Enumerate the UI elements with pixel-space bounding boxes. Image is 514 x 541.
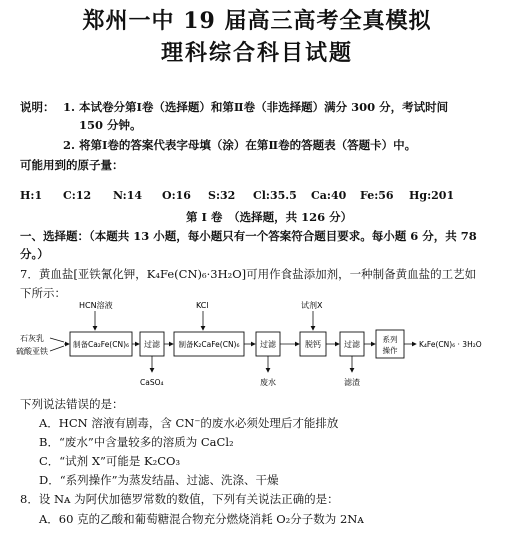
- instruction-item-2: 2. 将第Ⅰ卷的答案代表字母填（涂）在第Ⅱ卷的答题表（答题卡）中。: [63, 138, 417, 152]
- atomic-mass-item: S:32: [208, 189, 236, 202]
- atomic-mass-item: H:1: [20, 189, 43, 202]
- flow-byproduct-wastewater: 废水: [260, 378, 276, 387]
- flow-byproduct-caso4: CaSO₄: [140, 378, 164, 387]
- flow-step-label: 制备Ca₂Fe(CN)₆: [72, 340, 130, 349]
- flow-step-label: 制备K₂CaFe(CN)₆: [178, 340, 240, 349]
- flow-reagent-x: 试剂X: [301, 301, 323, 310]
- part-instruction-cont: 分。）: [20, 247, 49, 261]
- flow-output-product: K₄Fe(CN)₆ · 3H₂O: [419, 340, 482, 349]
- instruction-item-1: 1. 本试卷分第Ⅰ卷（选择题）和第Ⅱ卷（非选择题）满分 300 分，考试时间: [63, 100, 449, 114]
- atomic-mass-item: O:16: [162, 189, 191, 202]
- atomic-mass-item: Fe:56: [360, 189, 394, 202]
- question-7-stem: 7．黄血盐[亚铁氰化钾，K₄Fe(CN)₆·3H₂O]可用作食盐添加剂，一种制备黄血盐的工艺如: [20, 267, 477, 281]
- atomic-mass-item: Cl:35.5: [253, 189, 297, 202]
- atomic-mass-label: 可能用到的原子量：: [20, 158, 124, 172]
- flow-step-label: 操作: [382, 346, 398, 355]
- exam-title: 郑州一中 19 届高三高考全真模拟: [82, 8, 432, 34]
- flow-byproduct-residue: 滤渣: [344, 378, 360, 387]
- flow-reagent-kcl: KCl: [196, 301, 209, 310]
- flow-step-label: 系列: [382, 335, 398, 344]
- question-7-option-a: A．HCN 溶液有剧毒，含 CN⁻的废水必须处理后才能排放: [39, 416, 339, 430]
- question-7-option-c: C．“试剂 X”可能是 K₂CO₃: [39, 454, 181, 468]
- question-8-stem: 8．设 Nᴀ 为阿伏加德罗常数的数值，下列有关说法正确的是：: [20, 492, 339, 506]
- question-7-option-d: D．“系列操作”为蒸发结晶、过滤、洗涤、干燥: [39, 473, 279, 487]
- flow-step-label: 脱钙: [305, 340, 321, 349]
- section-heading: 第 Ⅰ 卷 （选择题，共 126 分）: [186, 210, 353, 224]
- atomic-mass-item: Hg:201: [409, 189, 455, 202]
- instructions-label: 说明：: [20, 100, 55, 114]
- question-8-option-a: A．60 克的乙酸和葡萄糖混合物充分燃烧消耗 O₂分子数为 2Nᴀ: [39, 512, 364, 526]
- atomic-mass-item: Ca:40: [311, 189, 347, 202]
- question-7-option-b: B．“废水”中含量较多的溶质为 CaCl₂: [39, 435, 234, 449]
- instruction-item-1-cont: 150 分钟。: [79, 118, 142, 132]
- process-flow-diagram: [16, 300, 512, 396]
- part-instruction: 一、选择题：（本题共 13 小题，每小题只有一个答案符合题目要求。每小题 6 分，共 78: [20, 229, 477, 243]
- flow-step-label: 过滤: [144, 340, 160, 349]
- flow-reagent-hcn: HCN溶液: [79, 301, 113, 310]
- question-7-stem-cont: 下所示：: [20, 286, 66, 300]
- atomic-mass-list: [20, 189, 500, 203]
- atomic-mass-item: N:14: [113, 189, 143, 202]
- exam-subtitle: 理科综合科目试题: [160, 40, 353, 66]
- flow-input-ferrous-sulfate: 硫酸亚铁: [16, 347, 48, 356]
- flow-step-label: 过滤: [344, 340, 360, 349]
- flow-step-label: 过滤: [260, 340, 276, 349]
- atomic-mass-item: C:12: [63, 189, 92, 202]
- question-7-prompt: 下列说法错误的是：: [20, 397, 124, 411]
- flow-input-lime: 石灰乳: [20, 334, 44, 343]
